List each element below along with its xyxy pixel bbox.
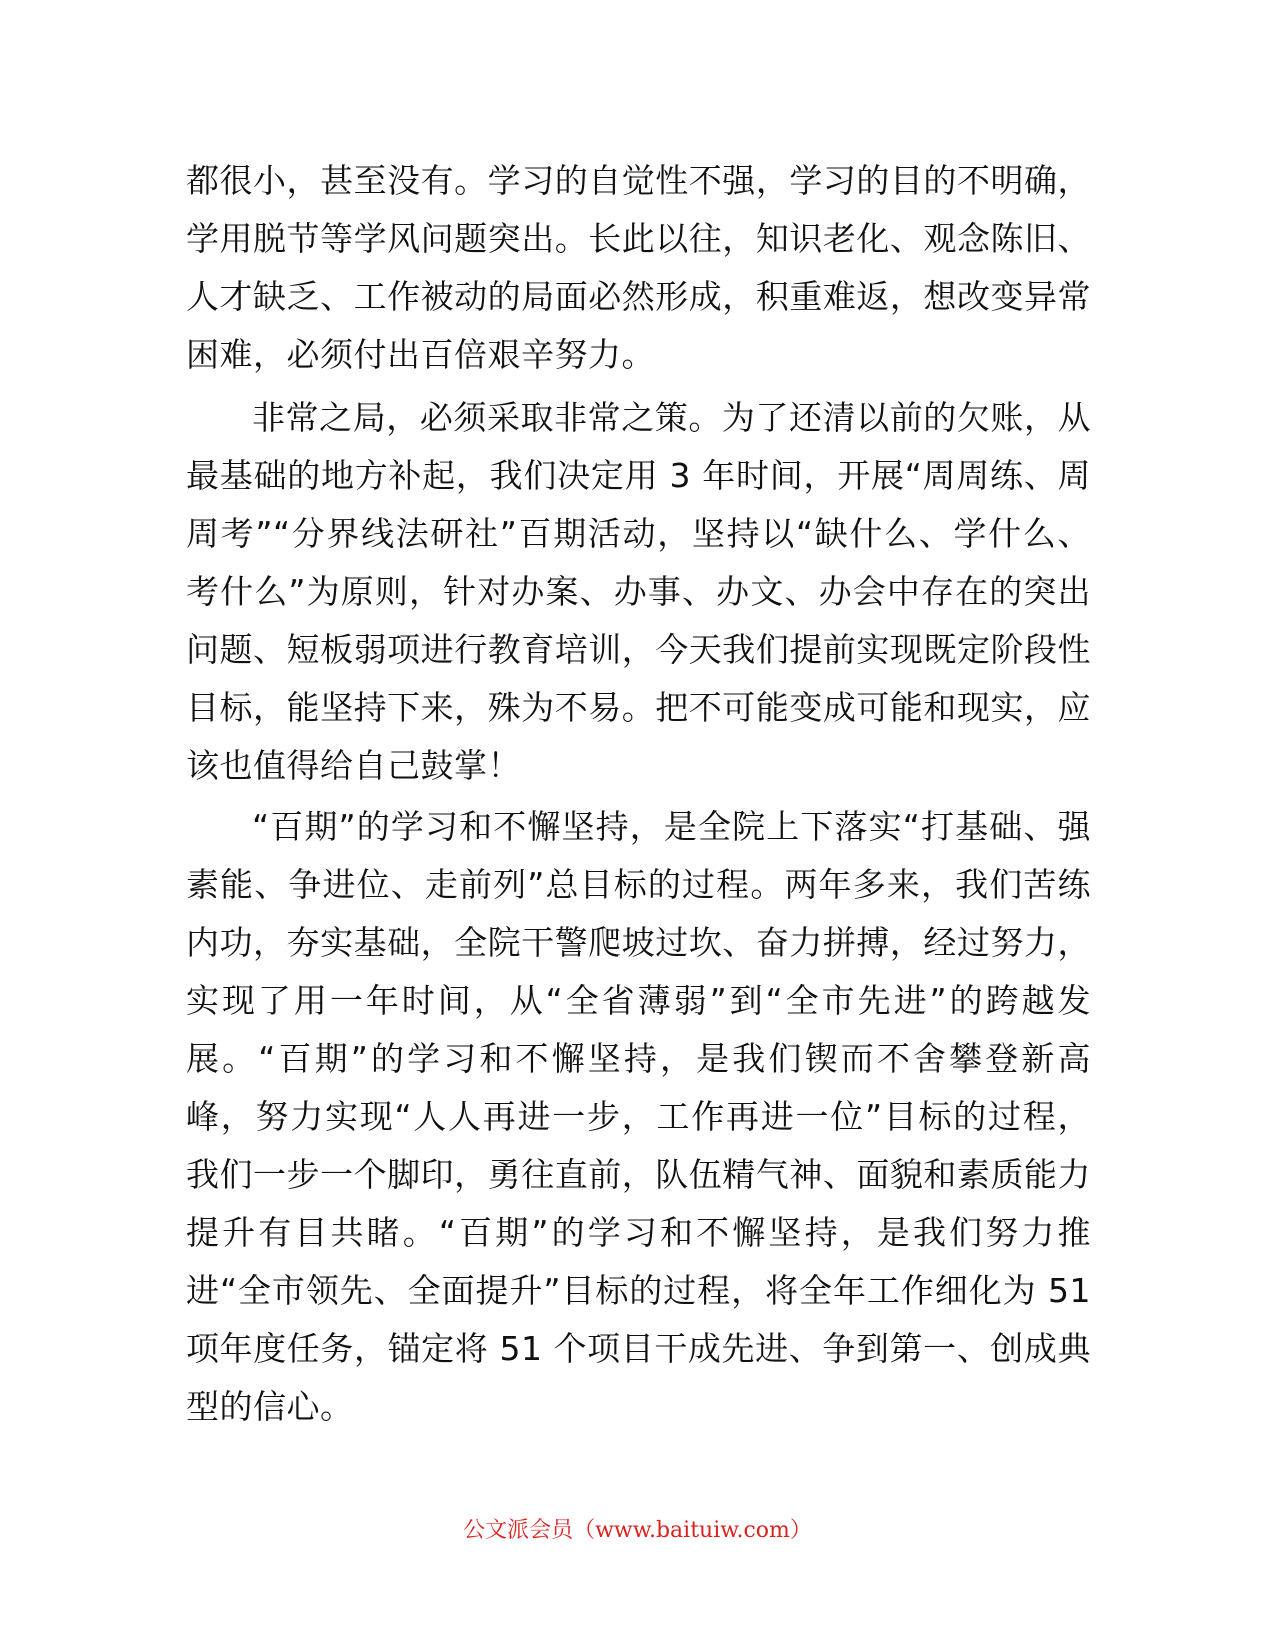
- paragraph-1: 都很小，甚至没有。学习的自觉性不强，学习的目的不明确，学用脱节等学风问题突出。长此以往，知识老化、观念陈旧、人才缺乏、工作被动的局面必然形成，积重难返，想改变异常困难，必须付出百倍艰辛努力。: [186, 161, 1091, 374]
- footer-watermark: 公文派会员（www.baituiw.com）: [463, 1518, 812, 1543]
- body-text: [186, 152, 1091, 1436]
- paragraph-3: “百期”的学习和不懈坚持，是全院上下落实“打基础、强素能、争进位、走前列”总目标的过程。两年多来，我们苦练内功，夯实基础，全院干警爬坡过坎、奋力拼搏，经过努力，实现了用一年时间，从“全省薄弱”到“全市先进”的跨越发展。“百期”的学习和不懈坚持，是我们锲而不舍攀登新高峰，努力实现“人人再进一步，工作再进一位”目标的过程，我们一步一个脚印，勇往直前，队伍精气神、面貌和素质能力提升有目共睹。“百期”的学习和不懈坚持，是我们努力推进“全市领先、全面提升”目标的过程，将全年工作细化为 51 项年度任务，锚定将 51 个项目干成先进、争到第一、创成典型的信心。: [186, 807, 1091, 1426]
- paragraph-2: 非常之局，必须采取非常之策。为了还清以前的欠账，从最基础的地方补起，我们决定用 3 年时间，开展“周周练、周周考”“分界线法研社”百期活动，坚持以“缺什么、学什么、考什么”为原则，针对办案、办事、办文、办会中存在的突出问题、短板弱项进行教育培训，今天我们提前实现既定阶段性目标，能坚持下来，殊为不易。把不可能变成可能和现实，应该也值得给自己鼓掌！: [186, 398, 1091, 785]
